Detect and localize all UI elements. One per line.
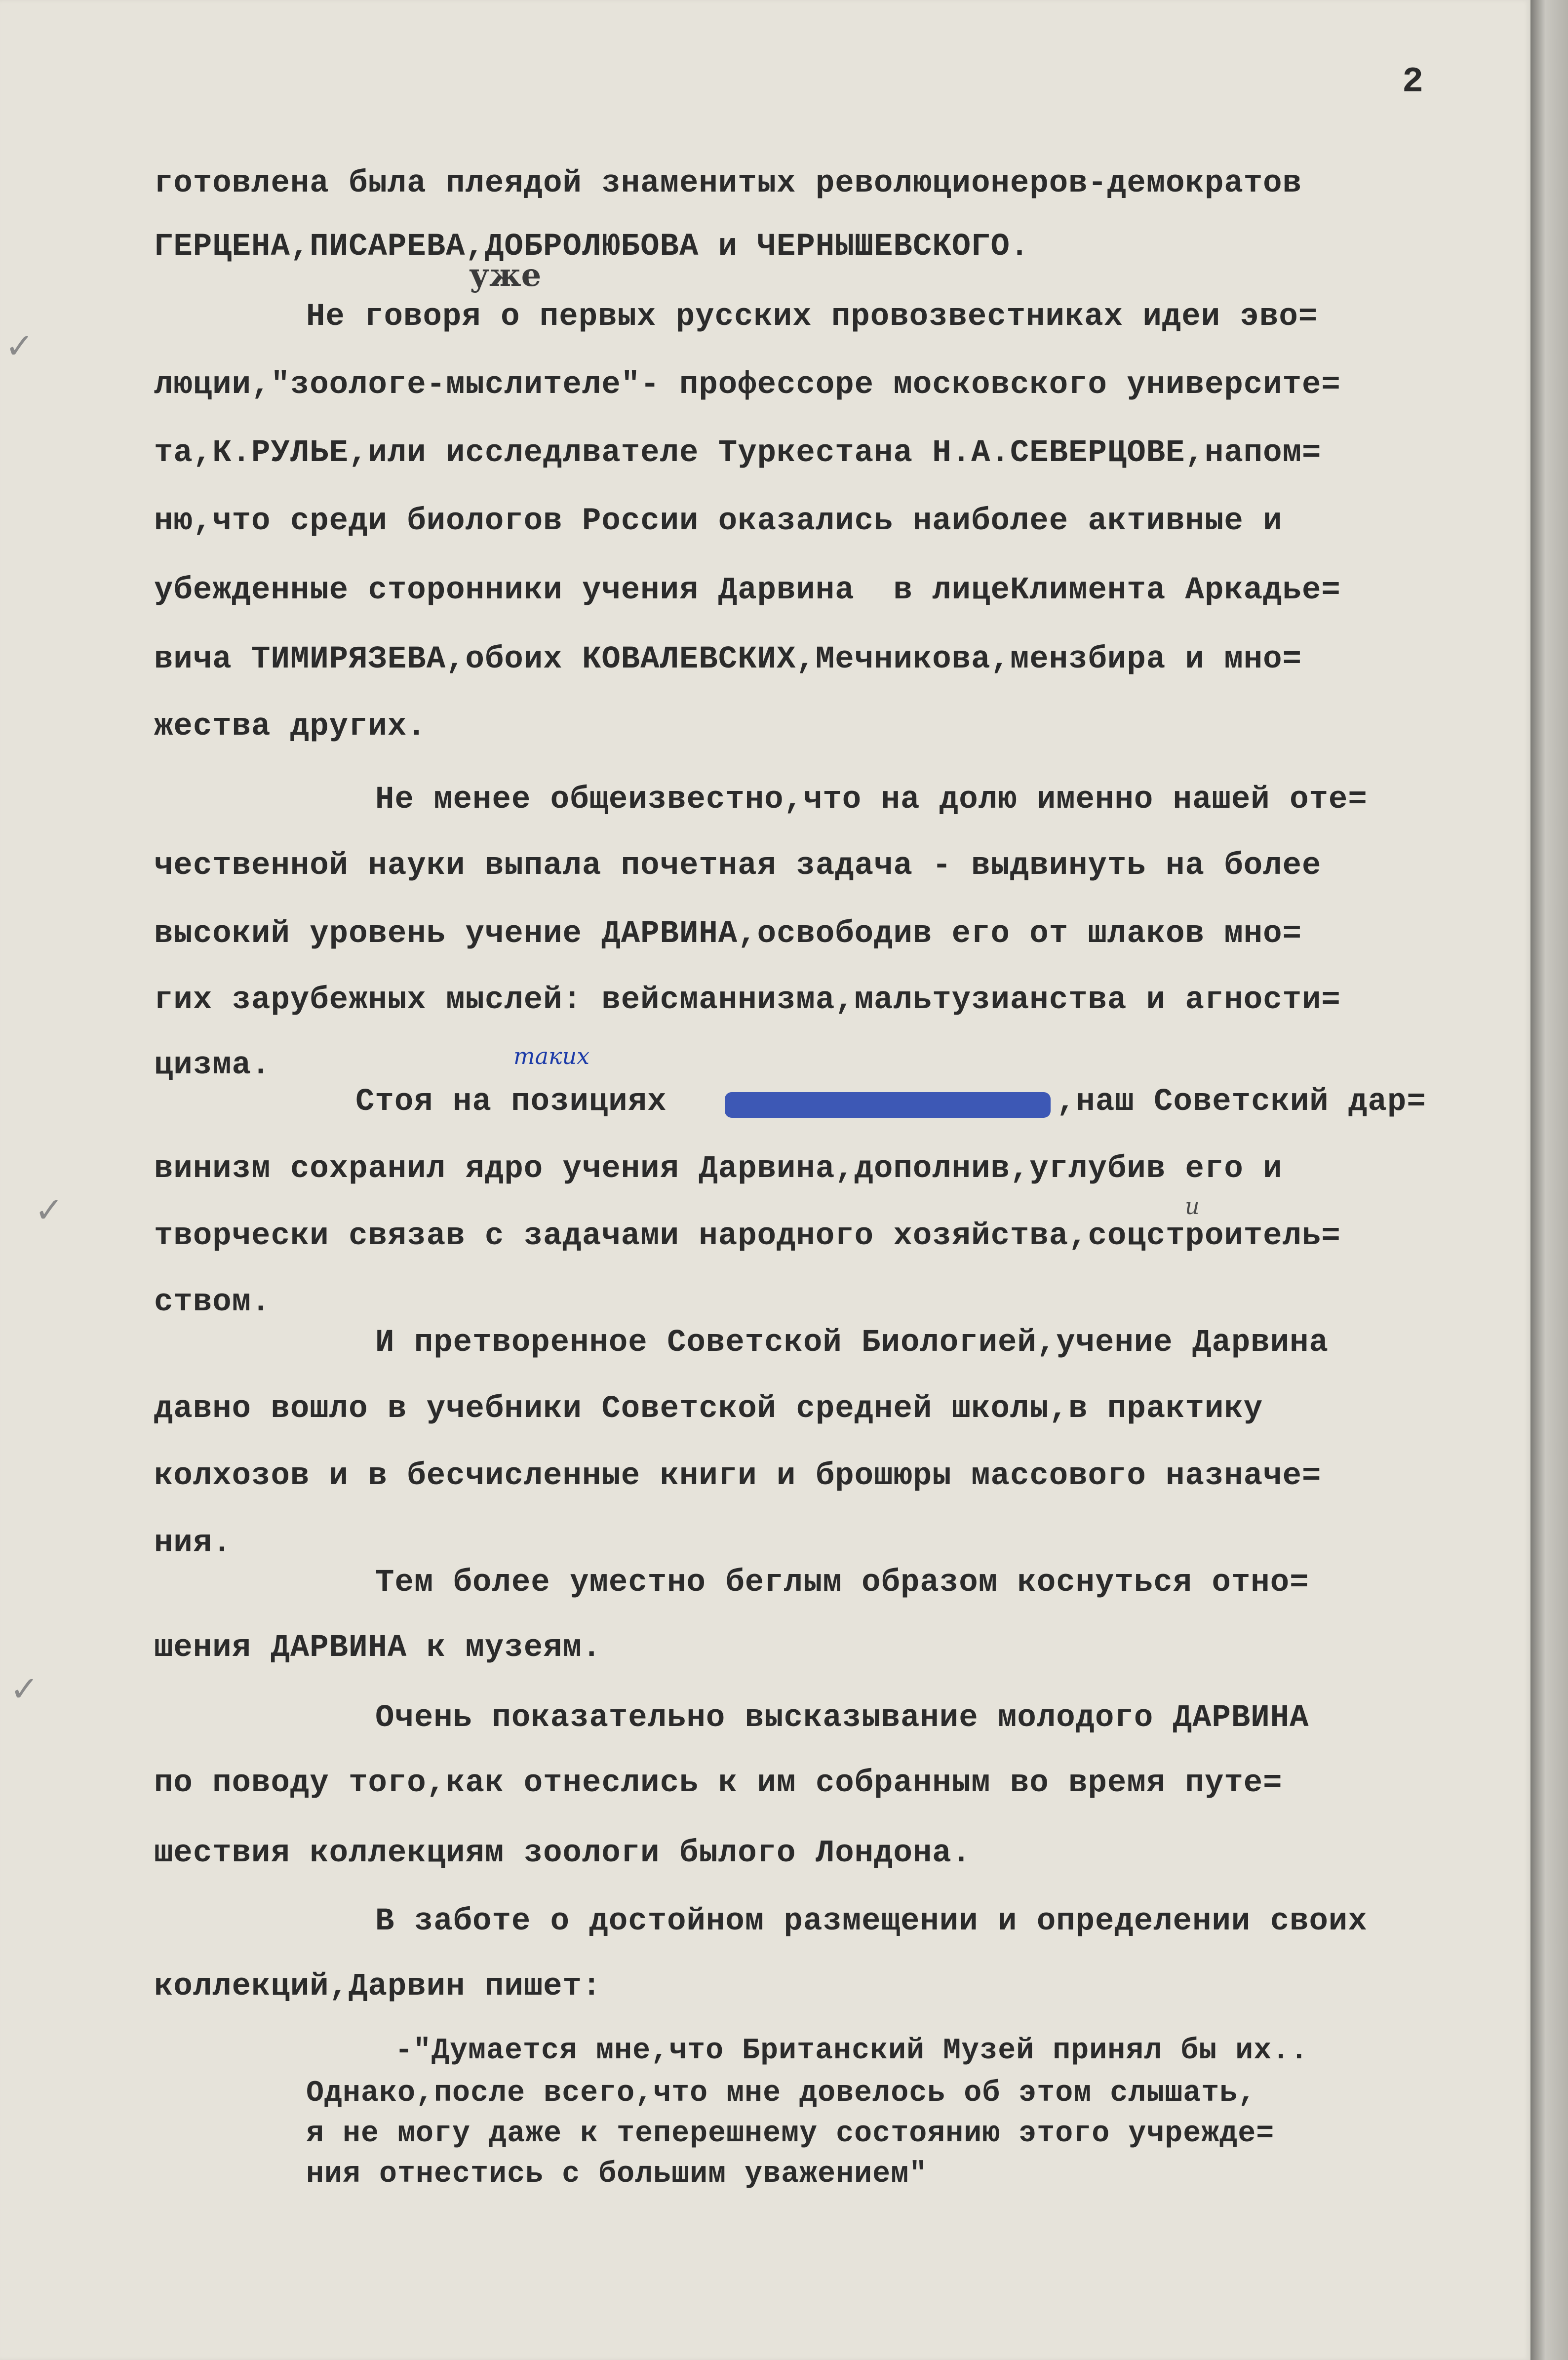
text-line-11: чественной науки выпала почетная задача - выдвинуть на более [154, 848, 1322, 884]
text-line-23: Тем более уместно беглым образом коснуться отно= [375, 1565, 1309, 1601]
text-line-24: шения ДАРВИНА к музеям. [154, 1630, 602, 1666]
text-line-25: Очень показательно высказывание молодого ДАРВИНА [375, 1700, 1309, 1736]
text-line-28: В заботе о достойном размещении и определении своих [375, 1904, 1368, 1939]
handwritten-insert-takik: таких [513, 1043, 590, 1069]
text-line-22: ния. [154, 1526, 232, 1561]
margin-check-mark: ✓ [35, 1190, 64, 1230]
handwritten-insert-uzhe: уже [469, 257, 542, 294]
text-line-1: готовлена была плеядой знаменитых революционеров-демократов [154, 166, 1302, 201]
text-line-6: ню,что среди биологов России оказались наиболее активные и [154, 504, 1283, 539]
text-line-15a: Стоя на позициях [355, 1084, 667, 1120]
text-line-20: давно вошло в учебники Советской средней школы,в практику [154, 1391, 1263, 1427]
text-line-27: шествия коллекциям зоологи былого Лондона. [154, 1836, 972, 1871]
page-number: 2 [1402, 62, 1424, 102]
ink-strikethrough [725, 1092, 1051, 1118]
text-line-15b: ,наш Советский дар= [1057, 1084, 1426, 1120]
text-line-4: люции,"зоологе-мыслителе"- профессоре московского университе= [154, 367, 1341, 403]
quote-line-3: я не могу даже к теперешнему состоянию этого учрежде= [306, 2117, 1275, 2151]
handwritten-insert-i: и [1185, 1193, 1200, 1219]
text-line-12: высокий уровень учение ДАРВИНА,освободив его от шлаков мно= [154, 916, 1302, 952]
text-line-13: гих зарубежных мыслей: вейсманнизма,мальтузианства и агности= [154, 983, 1341, 1018]
text-line-8: вича ТИМИРЯЗЕВА,обоих КОВАЛЕВСКИХ,Мечникова,мензбира и мно= [154, 642, 1302, 677]
text-line-19: И претворенное Советской Биологией,учение Дарвина [375, 1325, 1329, 1361]
text-line-2: ГЕРЦЕНА,ПИСАРЕВА,ДОБРОЛЮБОВА и ЧЕРНЫШЕВСКОГО. [154, 229, 1030, 265]
text-line-10: Не менее общеизвестно,что на долю именно нашей оте= [375, 782, 1368, 818]
quote-line-2: Однако,после всего,что мне довелось об этом слышать, [306, 2077, 1256, 2110]
text-line-3: Не говоря о первых русских провозвестниках идеи эво= [306, 299, 1318, 335]
text-line-7: убежденные сторонники учения Дарвина в лицеКлимента Аркадье= [154, 573, 1341, 608]
text-line-18: ством. [154, 1285, 271, 1320]
quote-line-4: ния отнестись с большим уважением" [306, 2158, 928, 2191]
text-line-14: цизма. [154, 1048, 271, 1083]
text-line-29: коллекций,Дарвин пишет: [154, 1969, 602, 2005]
margin-check-mark: ✓ [10, 1669, 39, 1709]
page-edge [1530, 0, 1568, 2360]
quote-line-1: -"Думается мне,что Британский Музей принял бы их.. [395, 2034, 1309, 2068]
text-line-17: творчески связав с задачами народного хозяйства,соцстроитель= [154, 1219, 1341, 1254]
margin-check-mark: ✓ [5, 326, 34, 366]
text-line-9: жества других. [154, 709, 427, 745]
text-line-5: та,К.РУЛЬЕ,или исследлвателе Туркестана Н.А.СЕВЕРЦОВЕ,напом= [154, 435, 1322, 471]
text-line-16: винизм сохранил ядро учения Дарвина,дополнив,углубив его и [154, 1151, 1283, 1187]
text-line-21: колхозов и в бесчисленные книги и брошюры массового назначе= [154, 1458, 1322, 1494]
text-line-26: по поводу того,как отнеслись к им собранным во время путе= [154, 1766, 1283, 1801]
